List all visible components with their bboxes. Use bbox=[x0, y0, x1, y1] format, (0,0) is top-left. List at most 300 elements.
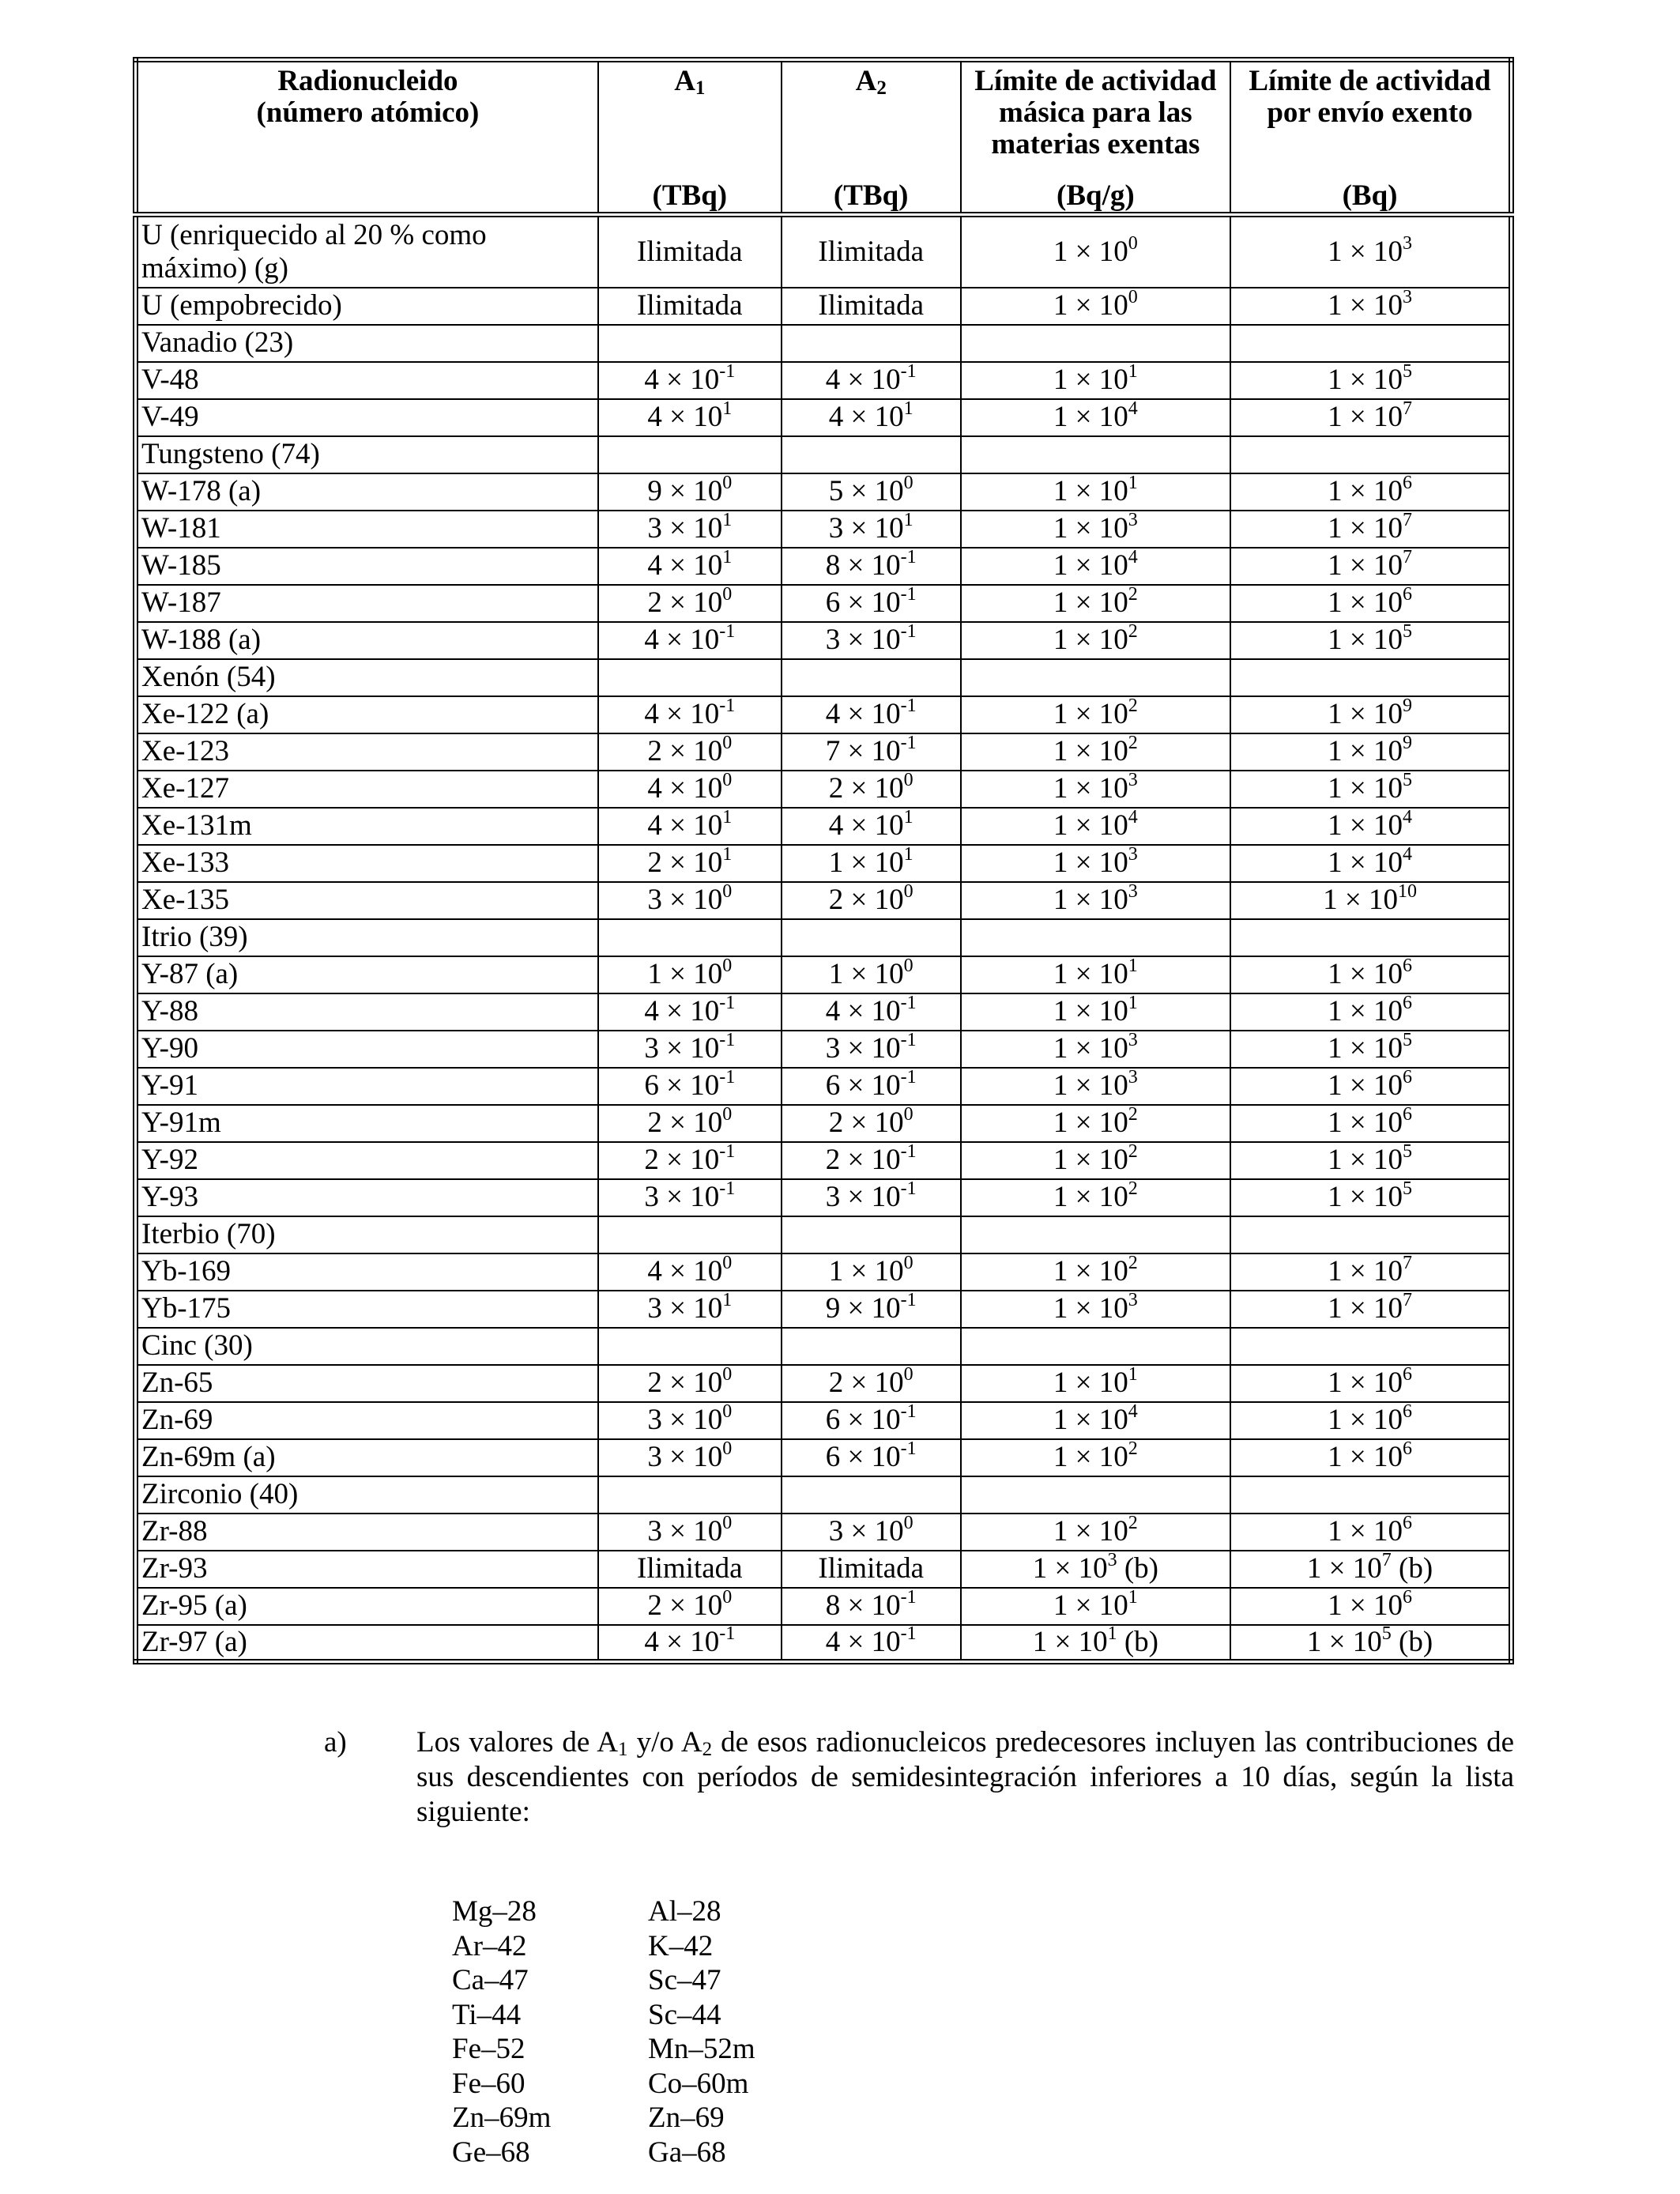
parent-nuclide: Zn–69m bbox=[452, 2102, 552, 2134]
a1-value bbox=[598, 1328, 782, 1365]
nuclide-pair bbox=[452, 2032, 755, 2067]
exponent: 10 bbox=[1397, 881, 1417, 902]
exponent: 0 bbox=[903, 1364, 913, 1385]
nuclide-pair bbox=[452, 2067, 755, 2102]
exponent: 1 bbox=[722, 398, 733, 419]
radionuclide-name: W-181 bbox=[136, 511, 598, 548]
exponent: 0 bbox=[722, 881, 733, 902]
mantissa: 6 bbox=[825, 1441, 841, 1473]
a2-value: $2 \times 10^0$ bbox=[782, 1365, 961, 1402]
radionuclide-name: V-49 bbox=[136, 399, 598, 436]
exponent: 2 bbox=[1128, 1253, 1138, 1273]
mantissa: 1 bbox=[1032, 1625, 1048, 1658]
mantissa: 1 bbox=[1053, 1069, 1068, 1102]
mass-activity-limit: $1 \times 10^2$ bbox=[961, 1179, 1230, 1216]
a2-value: $2 \times 10^0$ bbox=[782, 771, 961, 808]
consignment-activity-limit bbox=[1230, 659, 1511, 696]
consignment-activity-limit: $1 \times 10^5$ bbox=[1230, 362, 1511, 399]
mass-activity-limit: $1 \times 10^1$ bbox=[961, 362, 1230, 399]
exponent: -1 bbox=[719, 1178, 736, 1199]
mass-activity-limit: $1 \times 10^3$ bbox=[961, 1068, 1230, 1105]
header-consignment-limit bbox=[1230, 60, 1511, 215]
consignment-activity-limit bbox=[1230, 325, 1511, 362]
a2-value bbox=[782, 659, 961, 696]
table-row bbox=[136, 993, 1512, 1031]
mantissa: 1 bbox=[828, 846, 844, 879]
mantissa: 2 bbox=[828, 884, 844, 916]
table-row bbox=[136, 1514, 1512, 1551]
a2-value: $4 \times 10^1$ bbox=[782, 808, 961, 845]
mantissa: 1 bbox=[1328, 401, 1343, 433]
mantissa: 1 bbox=[1328, 958, 1343, 990]
mantissa: 7 bbox=[825, 735, 841, 767]
a1-value: $2 \times 10^0$ bbox=[598, 585, 782, 622]
exponent: 3 bbox=[1402, 287, 1412, 307]
mantissa: 1 bbox=[1053, 735, 1068, 767]
exponent: 6 bbox=[1402, 1401, 1412, 1422]
exponent: 0 bbox=[722, 956, 733, 976]
exponent: 1 bbox=[1128, 1587, 1138, 1608]
mantissa: 1 bbox=[1306, 1625, 1322, 1658]
a2-value bbox=[782, 325, 961, 362]
table-row bbox=[136, 585, 1512, 622]
mantissa: 5 bbox=[828, 475, 844, 507]
mass-activity-limit: $1 \times 10^3$ bbox=[961, 882, 1230, 919]
exponent: 7 bbox=[1402, 510, 1412, 530]
mantissa: 1 bbox=[1328, 512, 1343, 545]
a2-value: $4 \times 10^{-1}$ bbox=[782, 993, 961, 1031]
header-line: Límite de actividad bbox=[1249, 65, 1491, 97]
table-row bbox=[136, 362, 1512, 399]
radionuclide-name: Zn-65 bbox=[136, 1365, 598, 1402]
a1-value: $2 \times 10^0$ bbox=[598, 1588, 782, 1625]
table-row bbox=[136, 956, 1512, 993]
element-group-row bbox=[136, 919, 1512, 956]
exponent: 0 bbox=[1128, 287, 1138, 307]
mantissa: 1 bbox=[1328, 1032, 1343, 1065]
radionuclide-name: Zn-69 bbox=[136, 1402, 598, 1439]
a2-value: $3 \times 10^1$ bbox=[782, 511, 961, 548]
radionuclide-name: W-187 bbox=[136, 585, 598, 622]
header-unit: (TBq) bbox=[833, 179, 909, 212]
mass-activity-limit bbox=[961, 659, 1230, 696]
mass-activity-limit: $1 \times 10^2$ bbox=[961, 1105, 1230, 1142]
consignment-activity-limit: $1 \times 10^5$ bbox=[1230, 622, 1511, 659]
exponent: -1 bbox=[719, 1623, 736, 1644]
header-symbol: A bbox=[674, 65, 695, 97]
radionuclide-name: Xe-135 bbox=[136, 882, 598, 919]
consignment-activity-limit: $1 \times 10^5$ bbox=[1230, 771, 1511, 808]
consignment-activity-limit: $1 \times 10^4$ bbox=[1230, 808, 1511, 845]
a1-value: $4 \times 10^{-1}$ bbox=[598, 1625, 782, 1662]
table-row bbox=[136, 1625, 1512, 1662]
exponent: 1 bbox=[722, 807, 733, 827]
radionuclide-name: Y-90 bbox=[136, 1031, 598, 1068]
mantissa: 1 bbox=[1053, 1367, 1068, 1399]
mass-activity-limit: $1 \times 10^3$ bbox=[961, 1031, 1230, 1068]
exponent: 0 bbox=[722, 1401, 733, 1422]
nuclide-pair bbox=[452, 2101, 755, 2136]
mantissa: 4 bbox=[647, 1255, 662, 1287]
exponent: 3 bbox=[1128, 1067, 1138, 1088]
header-line: Límite de actividad bbox=[974, 65, 1217, 97]
radionuclide-name: Xenón (54) bbox=[136, 659, 598, 696]
consignment-activity-limit: $1 \times 10^7$ bbox=[1230, 548, 1511, 585]
exponent: -1 bbox=[900, 1067, 917, 1088]
mantissa: 4 bbox=[644, 624, 659, 656]
table-row bbox=[136, 733, 1512, 771]
a2-value: $8 \times 10^{-1}$ bbox=[782, 1588, 961, 1625]
exponent: 0 bbox=[1128, 232, 1138, 254]
mantissa: 8 bbox=[825, 1589, 841, 1622]
mass-activity-limit: $1 \times 10^1$ bbox=[961, 473, 1230, 511]
a2-value bbox=[782, 1216, 961, 1253]
a1-value: $4 \times 10^0$ bbox=[598, 771, 782, 808]
mantissa: 1 bbox=[1328, 1181, 1343, 1213]
radionuclide-name: Zr-88 bbox=[136, 1514, 598, 1551]
exponent: 3 bbox=[1128, 881, 1138, 902]
mantissa: 2 bbox=[647, 846, 662, 879]
consignment-activity-limit: $1 \times 10^6$ bbox=[1230, 1514, 1511, 1551]
exponent: 4 bbox=[1402, 844, 1412, 865]
exponent: 4 bbox=[1402, 807, 1412, 827]
exponent: 0 bbox=[903, 473, 913, 493]
header-symbol: A bbox=[855, 65, 877, 97]
exponent: -1 bbox=[900, 1178, 917, 1199]
a1-value bbox=[598, 325, 782, 362]
mantissa: 1 bbox=[1328, 846, 1343, 879]
exponent: 6 bbox=[1402, 1438, 1412, 1459]
consignment-activity-limit: $1 \times 10^6$ bbox=[1230, 1105, 1511, 1142]
exponent: -1 bbox=[900, 696, 917, 716]
a1-value bbox=[598, 436, 782, 473]
mass-activity-limit: $1 \times 10^0$ bbox=[961, 288, 1230, 325]
mantissa: 1 bbox=[828, 958, 844, 990]
parent-nuclide: Fe–60 bbox=[452, 2067, 525, 2100]
mantissa: 1 bbox=[1053, 809, 1068, 842]
radionuclide-name: Y-91m bbox=[136, 1105, 598, 1142]
mantissa: 2 bbox=[828, 1367, 844, 1399]
a1-value: $3 \times 10^{-1}$ bbox=[598, 1179, 782, 1216]
mantissa: 3 bbox=[644, 1181, 659, 1213]
daughter-nuclide: Zn–69 bbox=[648, 2102, 725, 2134]
exponent: -1 bbox=[900, 733, 917, 753]
exponent: 4 bbox=[1128, 1401, 1138, 1422]
consignment-activity-limit: $1 \times 10^6$ bbox=[1230, 1068, 1511, 1105]
consignment-activity-limit: $1 \times 10^7$ bbox=[1230, 1291, 1511, 1328]
consignment-activity-limit: $1 \times 10^7$ (b) bbox=[1230, 1551, 1511, 1588]
consignment-activity-limit: $1 \times 10^6$ bbox=[1230, 1439, 1511, 1476]
consignment-activity-limit: $1 \times 10^5$ bbox=[1230, 1179, 1511, 1216]
exponent: -1 bbox=[900, 361, 917, 382]
table-row bbox=[136, 1365, 1512, 1402]
radionuclide-name: Xe-127 bbox=[136, 771, 598, 808]
exponent: -1 bbox=[719, 696, 736, 716]
radionuclide-name: Xe-122 (a) bbox=[136, 696, 598, 733]
radionuclide-name: Itrio (39) bbox=[136, 919, 598, 956]
table-row bbox=[136, 808, 1512, 845]
mantissa: 1 bbox=[1053, 884, 1068, 916]
parent-nuclide: Fe–52 bbox=[452, 2033, 525, 2065]
exponent: 5 bbox=[1402, 361, 1412, 382]
a2-value: $4 \times 10^{-1}$ bbox=[782, 1625, 961, 1662]
a1-value: $3 \times 10^0$ bbox=[598, 1514, 782, 1551]
table-row bbox=[136, 1068, 1512, 1105]
a2-value: $3 \times 10^0$ bbox=[782, 1514, 961, 1551]
a2-value: $3 \times 10^{-1}$ bbox=[782, 622, 961, 659]
mass-activity-limit: $1 \times 10^3$ bbox=[961, 845, 1230, 882]
consignment-activity-limit: $1 \times 10^{10}$ bbox=[1230, 882, 1511, 919]
table-row bbox=[136, 696, 1512, 733]
parent-nuclide: Mg–28 bbox=[452, 1895, 537, 1928]
daughter-nuclide: Ga–68 bbox=[648, 2136, 726, 2169]
mass-activity-limit: $1 \times 10^4$ bbox=[961, 399, 1230, 436]
a1-value: $4 \times 10^{-1}$ bbox=[598, 993, 782, 1031]
mantissa: 4 bbox=[647, 772, 662, 805]
exponent: -1 bbox=[900, 1141, 917, 1162]
mantissa: 3 bbox=[647, 512, 662, 545]
exponent: -1 bbox=[900, 584, 917, 605]
consignment-activity-limit: $1 \times 10^7$ bbox=[1230, 1253, 1511, 1291]
consignment-activity-limit bbox=[1230, 436, 1511, 473]
table-row bbox=[136, 1142, 1512, 1179]
radionuclide-name: Yb-169 bbox=[136, 1253, 598, 1291]
exponent: -1 bbox=[900, 1290, 917, 1310]
table-row bbox=[136, 1105, 1512, 1142]
element-group-row bbox=[136, 325, 1512, 362]
daughter-nuclide: Co–60m bbox=[648, 2067, 749, 2100]
consignment-activity-limit: $1 \times 10^6$ bbox=[1230, 993, 1511, 1031]
note-ref: (b) bbox=[1117, 1552, 1158, 1585]
header-line: másica para las bbox=[999, 96, 1192, 129]
consignment-activity-limit bbox=[1230, 1216, 1511, 1253]
mantissa: 1 bbox=[1053, 364, 1068, 396]
nuclide-pair bbox=[452, 2136, 755, 2170]
mass-activity-limit: $1 \times 10^1$ bbox=[961, 956, 1230, 993]
mantissa: 4 bbox=[644, 364, 659, 396]
mantissa: 9 bbox=[647, 475, 662, 507]
exponent: 4 bbox=[1128, 547, 1138, 567]
a1-value: $3 \times 10^0$ bbox=[598, 1439, 782, 1476]
parent-nuclide: Ar–42 bbox=[452, 1929, 527, 1962]
mantissa: 4 bbox=[644, 995, 659, 1027]
mantissa: 3 bbox=[644, 1032, 659, 1065]
table-row bbox=[136, 1588, 1512, 1625]
radionuclide-name: Y-88 bbox=[136, 993, 598, 1031]
exponent: 7 bbox=[1402, 1290, 1412, 1310]
radionuclide-name: Y-87 (a) bbox=[136, 956, 598, 993]
a1-value: $3 \times 10^1$ bbox=[598, 1291, 782, 1328]
table-row bbox=[136, 1402, 1512, 1439]
radionuclide-name: V-48 bbox=[136, 362, 598, 399]
mantissa: 1 bbox=[1328, 364, 1343, 396]
exponent: 1 bbox=[722, 1290, 733, 1310]
mantissa: 1 bbox=[1053, 772, 1068, 805]
radionuclide-name: U (enriquecido al 20 % como máximo) (g) bbox=[136, 215, 598, 288]
mass-activity-limit: $1 \times 10^1$ bbox=[961, 1588, 1230, 1625]
consignment-activity-limit: $1 \times 10^6$ bbox=[1230, 1365, 1511, 1402]
exponent: 0 bbox=[903, 956, 913, 976]
a1-value: $6 \times 10^{-1}$ bbox=[598, 1068, 782, 1105]
a2-value: Ilimitada bbox=[782, 288, 961, 325]
exponent: -1 bbox=[900, 547, 917, 567]
exponent: -1 bbox=[900, 1030, 917, 1050]
a1-value: $2 \times 10^0$ bbox=[598, 1105, 782, 1142]
radionuclide-name: Y-91 bbox=[136, 1068, 598, 1105]
table-row bbox=[136, 771, 1512, 808]
exponent: 0 bbox=[903, 881, 913, 902]
radionuclide-name: W-188 (a) bbox=[136, 622, 598, 659]
table-row bbox=[136, 622, 1512, 659]
mantissa: 2 bbox=[647, 735, 662, 767]
consignment-activity-limit: $1 \times 10^3$ bbox=[1230, 215, 1511, 288]
mantissa: 1 bbox=[1053, 289, 1068, 322]
a2-value: $5 \times 10^0$ bbox=[782, 473, 961, 511]
exponent: -1 bbox=[719, 1141, 736, 1162]
nuclide-pair bbox=[452, 1929, 755, 1964]
exponent: 0 bbox=[722, 584, 733, 605]
mantissa: 1 bbox=[828, 1255, 844, 1287]
mantissa: 4 bbox=[644, 698, 659, 730]
radionuclide-name: W-185 bbox=[136, 548, 598, 585]
mantissa: 1 bbox=[1328, 289, 1343, 322]
mantissa: 1 bbox=[1306, 1552, 1322, 1585]
mantissa: 1 bbox=[1328, 1367, 1343, 1399]
mantissa: 1 bbox=[1328, 1106, 1343, 1139]
consignment-activity-limit: $1 \times 10^3$ bbox=[1230, 288, 1511, 325]
parent-nuclide: Ti–44 bbox=[452, 1998, 522, 2031]
mass-activity-limit: $1 \times 10^0$ bbox=[961, 215, 1230, 288]
mantissa: 1 bbox=[1323, 884, 1338, 916]
consignment-activity-limit: $1 \times 10^6$ bbox=[1230, 585, 1511, 622]
exponent: 2 bbox=[1128, 584, 1138, 605]
mass-activity-limit: $1 \times 10^1$ bbox=[961, 993, 1230, 1031]
mass-activity-limit: $1 \times 10^3$ bbox=[961, 511, 1230, 548]
header-subscript: 2 bbox=[876, 77, 887, 99]
a1-value: $4 \times 10^{-1}$ bbox=[598, 362, 782, 399]
mass-activity-limit: $1 \times 10^2$ bbox=[961, 1439, 1230, 1476]
exponent: 9 bbox=[1402, 733, 1412, 753]
exponent: -1 bbox=[900, 1438, 917, 1459]
exponent: 1 bbox=[1107, 1623, 1117, 1644]
mantissa: 2 bbox=[828, 1106, 844, 1139]
exponent: -1 bbox=[900, 993, 917, 1013]
mantissa: 9 bbox=[825, 1292, 841, 1325]
parent-nuclide: Ge–68 bbox=[452, 2136, 530, 2169]
table-row bbox=[136, 399, 1512, 436]
exponent: 6 bbox=[1402, 473, 1412, 493]
mantissa: 1 bbox=[1328, 1069, 1343, 1102]
daughter-nuclide: Mn–52m bbox=[648, 2033, 755, 2065]
exponent: -1 bbox=[719, 1030, 736, 1050]
exponent: 1 bbox=[1128, 1364, 1138, 1385]
mass-activity-limit: $1 \times 10^2$ bbox=[961, 1253, 1230, 1291]
a2-value: $7 \times 10^{-1}$ bbox=[782, 733, 961, 771]
radionuclide-name: Tungsteno (74) bbox=[136, 436, 598, 473]
a2-value: $3 \times 10^{-1}$ bbox=[782, 1031, 961, 1068]
mass-activity-limit: $1 \times 10^2$ bbox=[961, 733, 1230, 771]
radionuclide-name: Zr-97 (a) bbox=[136, 1625, 598, 1662]
mass-activity-limit bbox=[961, 1328, 1230, 1365]
a1-value: $2 \times 10^{-1}$ bbox=[598, 1142, 782, 1179]
mantissa: 1 bbox=[1053, 1255, 1068, 1287]
mass-activity-limit: $1 \times 10^3$ bbox=[961, 1291, 1230, 1328]
mantissa: 1 bbox=[1053, 624, 1068, 656]
mass-activity-limit bbox=[961, 1216, 1230, 1253]
mantissa: 3 bbox=[828, 512, 844, 545]
mantissa: 1 bbox=[1328, 586, 1343, 619]
mantissa: 1 bbox=[1328, 1441, 1343, 1473]
element-group-row bbox=[136, 659, 1512, 696]
daughter-nuclide: Al–28 bbox=[648, 1895, 721, 1928]
exponent: 6 bbox=[1402, 1364, 1412, 1385]
mantissa: 2 bbox=[647, 586, 662, 619]
a1-value: $4 \times 10^1$ bbox=[598, 808, 782, 845]
exponent: 6 bbox=[1402, 1104, 1412, 1125]
nuclide-pair bbox=[452, 1894, 755, 1929]
mantissa: 4 bbox=[644, 1625, 659, 1658]
radionuclide-name: W-178 (a) bbox=[136, 473, 598, 511]
mantissa: 6 bbox=[825, 586, 841, 619]
exponent: 0 bbox=[903, 770, 913, 790]
radionuclide-table bbox=[133, 57, 1514, 1664]
mantissa: 1 bbox=[1053, 1292, 1068, 1325]
mantissa: 3 bbox=[647, 1404, 662, 1436]
exponent: 0 bbox=[722, 1253, 733, 1273]
radionuclide-name: U (empobrecido) bbox=[136, 288, 598, 325]
exponent: 1 bbox=[903, 398, 913, 419]
exponent: -1 bbox=[900, 1401, 917, 1422]
exponent: 1 bbox=[1128, 361, 1138, 382]
mantissa: 1 bbox=[1053, 401, 1068, 433]
a2-value: $2 \times 10^{-1}$ bbox=[782, 1142, 961, 1179]
mass-activity-limit bbox=[961, 1476, 1230, 1514]
exponent: 1 bbox=[1128, 956, 1138, 976]
mass-activity-limit: $1 \times 10^1$ (b) bbox=[961, 1625, 1230, 1662]
a2-value: $9 \times 10^{-1}$ bbox=[782, 1291, 961, 1328]
mantissa: 1 bbox=[1053, 846, 1068, 879]
radionuclide-name: Zr-95 (a) bbox=[136, 1588, 598, 1625]
exponent: 0 bbox=[722, 1364, 733, 1385]
a2-value: $4 \times 10^1$ bbox=[782, 399, 961, 436]
exponent: 0 bbox=[903, 1253, 913, 1273]
table-row bbox=[136, 1439, 1512, 1476]
exponent: 2 bbox=[1128, 733, 1138, 753]
exponent: -1 bbox=[900, 1623, 917, 1644]
mantissa: 1 bbox=[1328, 624, 1343, 656]
exponent: 2 bbox=[1128, 1141, 1138, 1162]
exponent: 1 bbox=[722, 844, 733, 865]
a2-value: Ilimitada bbox=[782, 1551, 961, 1588]
a2-value: $6 \times 10^{-1}$ bbox=[782, 1402, 961, 1439]
radionuclide-name: Xe-133 bbox=[136, 845, 598, 882]
exponent: 7 bbox=[1381, 1550, 1392, 1570]
exponent: 5 bbox=[1402, 1178, 1412, 1199]
consignment-activity-limit: $1 \times 10^4$ bbox=[1230, 845, 1511, 882]
consignment-activity-limit: $1 \times 10^6$ bbox=[1230, 1402, 1511, 1439]
consignment-activity-limit: $1 \times 10^6$ bbox=[1230, 473, 1511, 511]
table-row bbox=[136, 1253, 1512, 1291]
exponent: 7 bbox=[1402, 547, 1412, 567]
a1-value bbox=[598, 919, 782, 956]
mass-activity-limit bbox=[961, 436, 1230, 473]
exponent: -1 bbox=[719, 993, 736, 1013]
table-row bbox=[136, 1179, 1512, 1216]
a1-value: $2 \times 10^0$ bbox=[598, 1365, 782, 1402]
a2-value: $3 \times 10^{-1}$ bbox=[782, 1179, 961, 1216]
header-radionucleido bbox=[136, 60, 598, 215]
a2-value bbox=[782, 919, 961, 956]
